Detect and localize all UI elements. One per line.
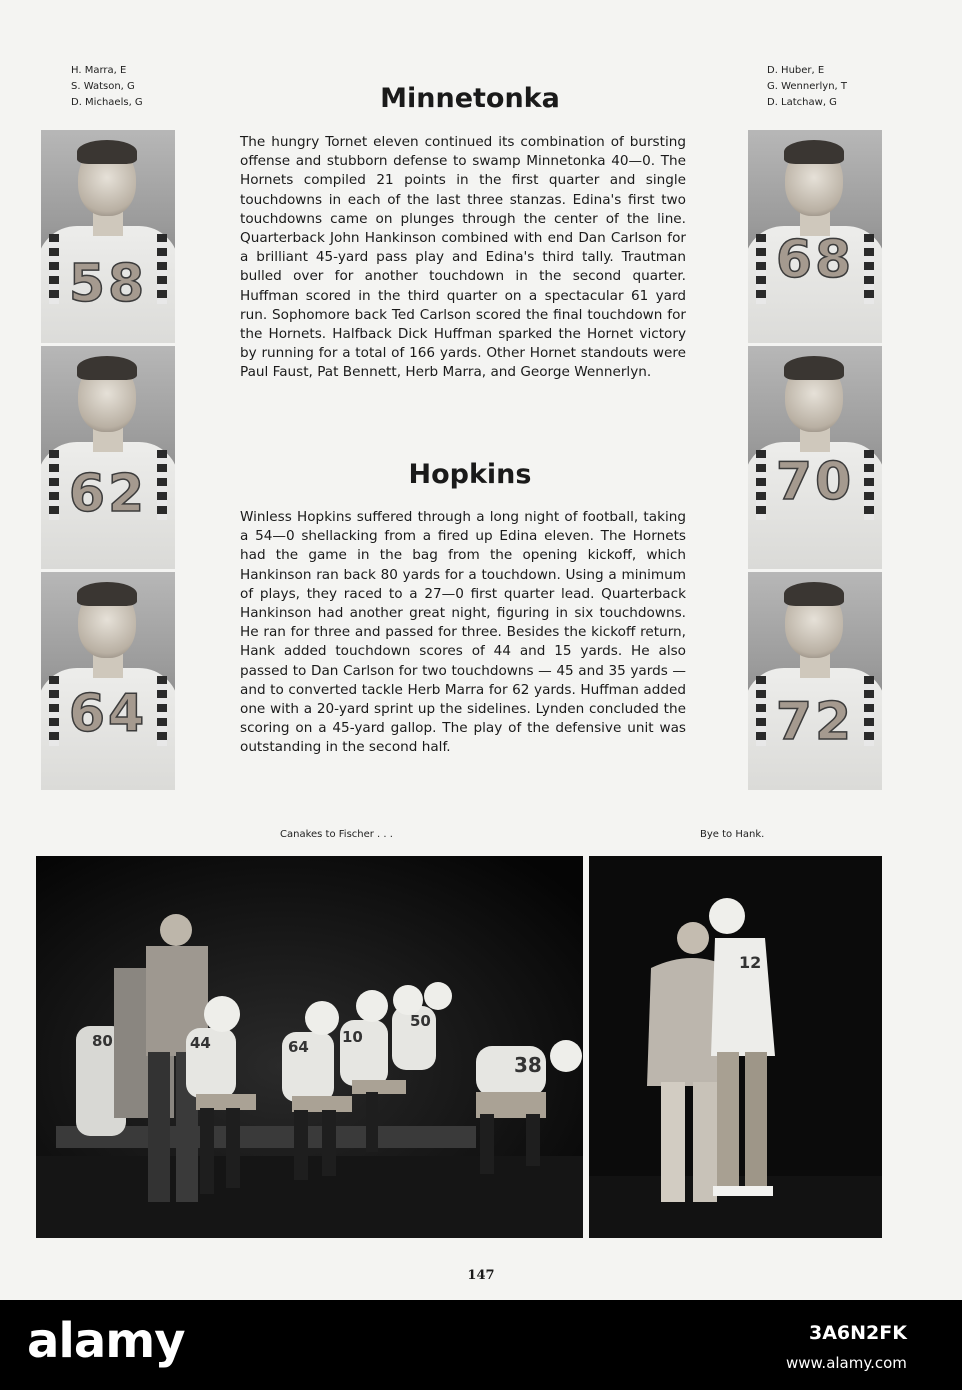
player-caption: S. Watson, G bbox=[71, 81, 135, 92]
player-caption: H. Marra, E bbox=[71, 65, 127, 76]
photo-caption-right: Bye to Hank. bbox=[700, 829, 765, 840]
player-caption: D. Latchaw, G bbox=[767, 97, 837, 108]
jersey-number: 10 bbox=[342, 1028, 363, 1046]
player-caption: D. Huber, E bbox=[767, 65, 825, 76]
right-player-captions bbox=[767, 63, 847, 111]
player-portrait bbox=[748, 130, 882, 343]
jersey-number: 38 bbox=[514, 1053, 542, 1077]
watermark-url: www.alamy.com bbox=[786, 1354, 907, 1372]
jersey-number: 12 bbox=[739, 953, 762, 972]
player-portrait bbox=[748, 572, 882, 790]
sideline-scene bbox=[589, 856, 882, 1238]
watermark-logo: alamy bbox=[27, 1313, 185, 1369]
jersey-number: 80 bbox=[92, 1032, 113, 1050]
page-number: 147 bbox=[467, 1268, 495, 1283]
jersey-number: 70 bbox=[775, 452, 855, 512]
player-caption: D. Michaels, G bbox=[71, 97, 143, 108]
player-portrait bbox=[748, 346, 882, 569]
jersey-number: 58 bbox=[68, 254, 148, 314]
jersey-number: 72 bbox=[775, 692, 855, 752]
bench-scene bbox=[36, 856, 583, 1238]
minnetonka-article: The hungry Tornet eleven continued its combination of bursting offense and stubborn defense to swamp Minnetonka 40—0. The Hornets compiled 21 points in the first quarter and single touchdowns in each of the last three stanzas. Edina's first two touchdowns came on plunges through the center of the line. Quarterback John Hankinson combined with end Dan Carlson for a brilliant 45-yard pass play and Edina's third tally. Trautman bulled over for another touchdown in the second quarter. Huffman scored in the third quarter on a spectacular 61 yard run. Sophomore back Ted Carlson scored the final touchdown for the Hornets. Halfback Dick Huffman sparked the Hornet victory by running for a total of 166 yards. Other Hornet standouts were Paul Faust, Pat Bennett, Herb Marra, and George Wennerlyn. bbox=[240, 134, 686, 381]
section-title-hopkins: Hopkins bbox=[408, 459, 532, 490]
jersey-number: 50 bbox=[410, 1012, 431, 1030]
watermark-image-code: 3A6N2FK bbox=[809, 1322, 907, 1344]
photo-caption-left: Canakes to Fischer . . . bbox=[280, 829, 393, 840]
hopkins-article: Winless Hopkins suffered through a long night of football, taking a 54—0 shellacking from a fired up Edina eleven. The Hornets had the game in the bag from the opening kickoff, which Hankinson ran back 80 yards for a touchdown. Using a minimum of plays, they raced to a 27—0 first quarter lead. Quarterback Hankinson had another great night, figuring in six touchdowns. He ran for three and passed for three. Besides the kickoff return, Hank added touchdown scores of 44 and 15 yards. He also passed to Dan Carlson for two touchdowns — 45 and 35 yards — and to converted tackle Herb Marra for 62 yards. Huffman added one with a 20-yard sprint up the sidelines. Lynden concluded the scoring on a 45-yard gallop. The play of the defensive unit was outstanding in the second half. bbox=[240, 509, 686, 756]
jersey-number: 64 bbox=[288, 1038, 309, 1056]
bench-photo bbox=[36, 856, 583, 1238]
jersey-number: 64 bbox=[68, 684, 148, 744]
player-portrait bbox=[41, 346, 175, 569]
section-title-minnetonka: Minnetonka bbox=[380, 83, 560, 114]
jersey-number: 44 bbox=[190, 1034, 211, 1052]
player-caption: G. Wennerlyn, T bbox=[767, 81, 847, 92]
jersey-number: 62 bbox=[68, 464, 148, 524]
sideline-photo bbox=[589, 856, 882, 1238]
jersey-number: 68 bbox=[775, 230, 855, 290]
left-player-captions bbox=[71, 63, 143, 111]
player-portrait bbox=[41, 130, 175, 343]
player-portrait bbox=[41, 572, 175, 790]
